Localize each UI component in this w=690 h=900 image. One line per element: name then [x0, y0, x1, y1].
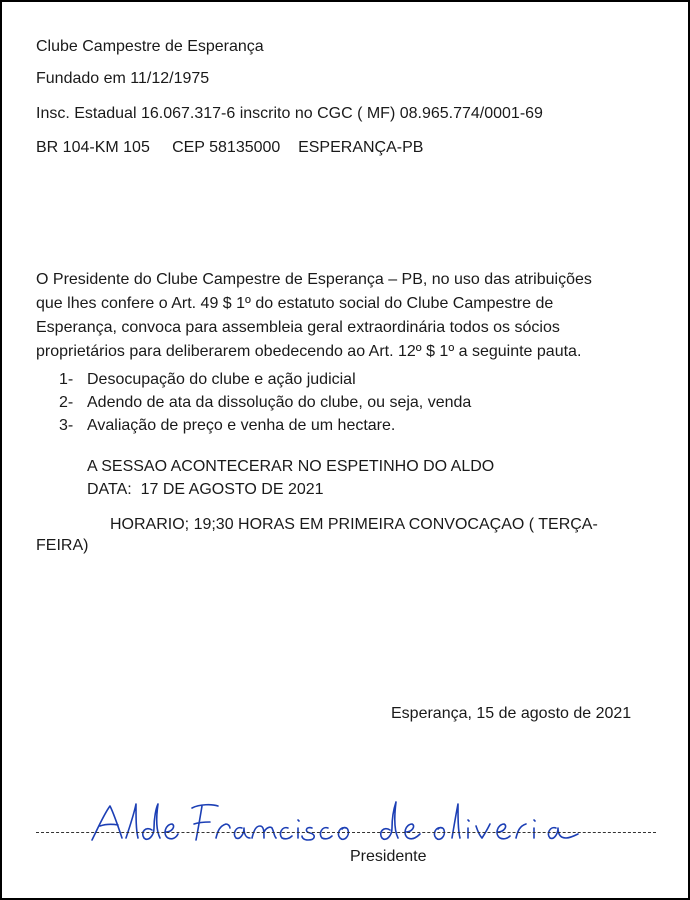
- agenda-item: [59, 391, 471, 414]
- convocation-paragraph: [36, 268, 656, 364]
- signatory-role: Presidente: [350, 848, 427, 865]
- agenda-item-text: Desocupação do clube e ação judicial: [87, 371, 356, 388]
- handwritten-signature: [90, 800, 610, 846]
- session-time-continued: FEIRA): [36, 537, 89, 554]
- place-and-date: Esperança, 15 de agosto de 2021: [391, 705, 632, 722]
- paragraph-line: que lhes confere o Art. 49 $ 1º do estatuto social do Clube Campestre de: [36, 295, 554, 312]
- paragraph-line: Esperança, convoca para assembleia geral extraordinária todos os sócios: [36, 319, 560, 336]
- agenda-list: [59, 368, 471, 437]
- agenda-item-text: Avaliação de preço e venha de um hectare.: [87, 417, 396, 434]
- registration-info: Insc. Estadual 16.067.317-6 inscrito no CGC ( MF) 08.965.774/0001-69: [36, 105, 543, 122]
- agenda-item: [59, 414, 471, 437]
- signature-line: [36, 832, 656, 833]
- agenda-item: [59, 368, 471, 391]
- session-location: A SESSAO ACONTECERAR NO ESPETINHO DO ALDO: [87, 458, 495, 475]
- founded-date: Fundado em 11/12/1975: [36, 70, 210, 87]
- session-date: DATA: 17 DE AGOSTO DE 2021: [87, 481, 324, 498]
- paragraph-line: O Presidente do Clube Campestre de Esperança – PB, no uso das atribuições: [36, 271, 592, 288]
- agenda-item-text: Adendo de ata da dissolução do clube, ou seja, venda: [87, 394, 472, 411]
- club-name: Clube Campestre de Esperança: [36, 38, 264, 55]
- session-time: HORARIO; 19;30 HORAS EM PRIMEIRA CONVOCAÇAO ( TERÇA-: [110, 516, 598, 533]
- agenda-item-number: 3-: [59, 417, 74, 434]
- agenda-item-number: 1-: [59, 371, 74, 388]
- address: BR 104-KM 105 CEP 58135000 ESPERANÇA-PB: [36, 139, 424, 156]
- paragraph-line: proprietários para deliberarem obedecendo ao Art. 12º $ 1º a seguinte pauta.: [36, 343, 582, 360]
- agenda-item-number: 2-: [59, 394, 74, 411]
